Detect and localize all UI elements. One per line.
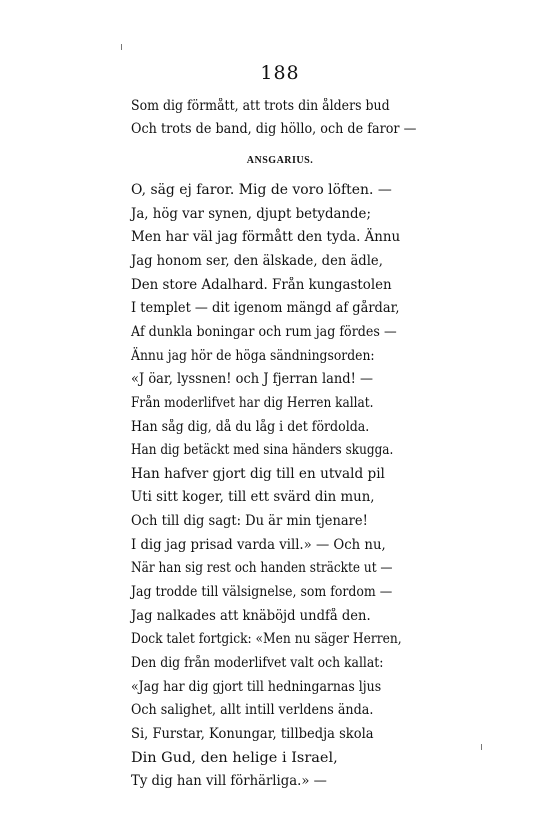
verse-line: Jag honom ser, den älskade, den ädle, [131,252,383,269]
verse-line: Från moderlifvet har dig Herren kallat. [131,394,374,411]
verse-line: Han dig betäckt med sina händers skugga. [131,442,394,459]
verse-line: Jag nalkades att knäböjd undfå den. [131,607,371,624]
verse-line: Jag trodde till välsignelse, som fordom — [131,584,393,600]
margin-mark [121,44,122,50]
verse-line: Din Gud, den helige i Israel, [131,749,338,766]
verse-line: Den store Adalhard. Från kungastolen [131,276,392,293]
verse-line: Ännu jag hör de höga sändningsorden: [131,347,375,364]
verse-line: Som dig förmått, att trots din ålders bud [131,98,390,114]
verse-line: O, säg ej faror. Mig de voro löften. — [131,182,392,198]
verse-line: I templet — dit igenom mängd af gårdar, [131,300,400,317]
verse-line: Han hafver gjort dig till en utvald pil [131,465,385,482]
verse-line: «J öar, lyssnen! och J fjerran land! — [131,371,373,388]
verse-line: Ja, hög var synen, djupt betydande; [131,205,371,222]
verse-line: Dock talet fortgick: «Men nu säger Herren, [131,631,402,648]
verse-line: När han sig rest och handen sträckte ut — [131,560,393,577]
verse-line: Af dunkla boningar och rum jag fördes — [131,323,397,340]
margin-mark [481,744,482,750]
verse-line: Men har väl jag förmått den tyda. Ännu [131,229,401,246]
speaker-name: ANSGARIUS. [246,155,314,166]
verse-line: Si, Furstar, Konungar, tillbedja skola [131,725,374,742]
verse-line: Och trots de band, dig höllo, och de faror — [131,121,417,137]
page-number: 188 [260,62,300,84]
verse-line: Han såg dig, då du låg i det fördolda. [131,418,370,435]
verse-line: Den dig från moderlifvet valt och kallat: [131,655,384,671]
verse-line: «Jag har dig gjort till hedningarnas ljus [131,678,382,695]
verse-line: Ty dig han vill förhärliga.» — [131,773,327,790]
verse-line: Uti sitt koger, till ett svärd din mun, [131,489,375,506]
verse-line: Och till dig sagt: Du är min tjenare! [131,513,368,530]
verse-line: Och salighet, allt intill verldens ända. [131,702,374,719]
verse-line: I dig jag prisad varda vill.» — Och nu, [131,536,386,553]
